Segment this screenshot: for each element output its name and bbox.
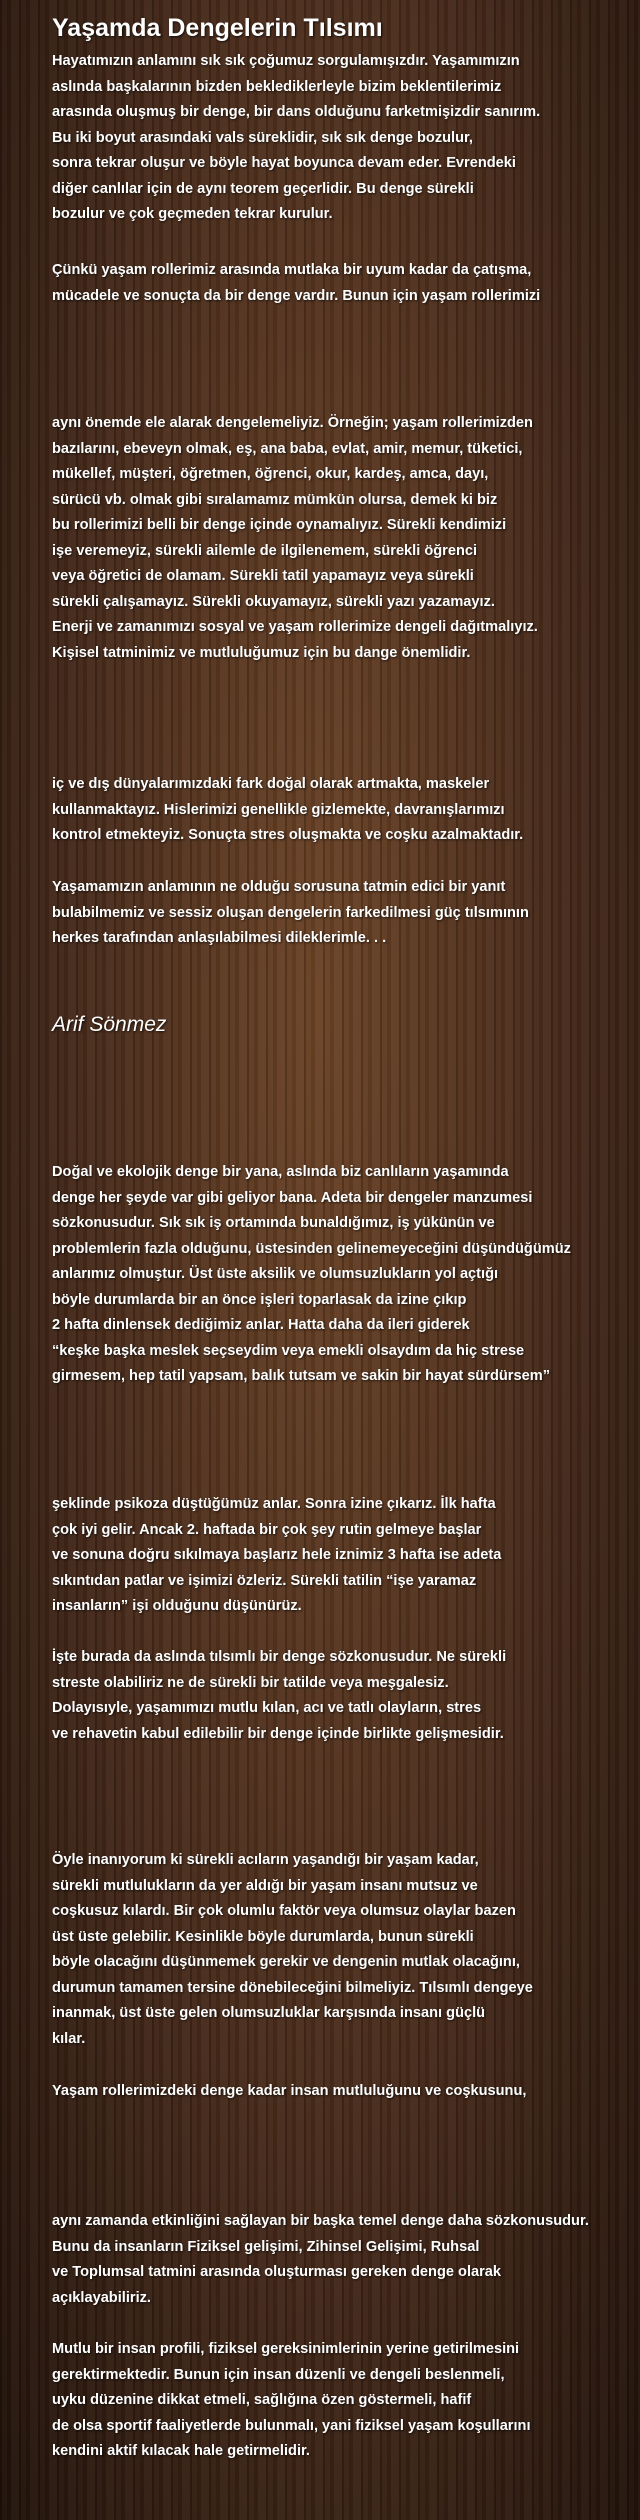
text-line: çok iyi gelir. Ancak 2. haftada bir çok şey rutin gelmeye başlar [52,1521,482,1538]
text-line: Bu iki boyut arasındaki vals süreklidir, sık sık denge bozulur, [52,129,473,146]
page-title: Yaşamda Dengelerin Tılsımı [52,14,383,42]
text-line: diğer canlılar için de aynı teorem geçerlidir. Bu denge sürekli [52,180,474,197]
text-line: işe veremeyiz, sürekli ailemle de ilgilenemem, sürekli öğrenci [52,542,478,559]
text-line: şeklinde psikoza düştüğümüz anlar. Sonra izine çıkarız. İlk hafta [52,1496,496,1512]
text-line: problemlerin fazla olduğunu, üstesinden gelinemeyeceğini düşündüğümüz [52,1240,571,1257]
text-line: sonra tekrar oluşur ve böyle hayat boyunca devam eder. Evrendeki [52,155,516,171]
text-line: gerektirmektedir. Bunun için insan düzenli ve dengeli beslenmeli, [52,2366,505,2383]
text-line: aynı zamanda etkinliğini sağlayan bir başka temel denge daha sözkonusudur. [52,2213,589,2229]
text-line: veya öğretici de olamam. Sürekli tatil yapamayız veya sürekli [52,568,474,584]
text-line: Kişisel tatminimiz ve mutluluğumuz için bu dange önemlidir. [52,644,471,661]
text-line: streste olabiliriz ne de sürekli bir tatilde veya meşgalesiz. [52,1674,449,1691]
paragraph-6 [52,1160,636,1390]
text-line: “keşke başka meslek seçseydim veya emekli olsaydım da hiç strese [52,1342,525,1359]
text-line: Öyle inanıyorum ki sürekli acıların yaşandığı bir yaşam kadar, [52,1852,479,1868]
text-line: Yaşam rollerimizdeki denge kadar insan mutluluğunu ve coşkusunu, [52,2083,527,2099]
text-line: sürücü vb. olmak gibi sıralamamız mümkün olursa, demek ki biz [52,491,498,508]
text-line: böyle durumlarda bir an önce işleri toparlasak da izine çıkıp [52,1291,467,1308]
text-line: 2 hafta dinlensek dediğimiz anlar. Hatta daha da ileri giderek [52,1317,470,1333]
text-line: sürekli mutlulukların da yer aldığı bir yaşam insanı mutsuz ve [52,1877,478,1894]
paragraph-8 [52,1645,636,1747]
text-line: kendini aktif kılacak hale getirmelidir. [52,2443,310,2459]
text-line: aynı önemde ele alarak dengelemeliyiz. Örneğin; yaşam rollerimizden [52,415,533,431]
text-line: durumun tamamen tersine dönebileceğini bilmeliyiz. Tılsımlı dengeye [52,1979,533,1996]
text-line: sözkonusudur. Sık sık iş ortamında bunaldığımız, iş yükünün ve [52,1215,495,1231]
text-line: Yaşamamızın anlamının ne olduğu sorusuna tatmin edici bir yanıt [52,879,506,895]
text-line: arasında oluşmuş bir denge, bir dans olduğunu farketmişizdir sanırım. [52,104,541,120]
text-line: mücadele ve sonuçta da bir denge vardır. Bunun için yaşam rollerimizi [52,287,541,304]
text-line: Bunu da insanların Fiziksel gelişimi, Zihinsel Gelişimi, Ruhsal [52,2238,480,2255]
text-line: mükellef, müşteri, öğretmen, öğrenci, okur, kardeş, amca, dayı, [52,466,489,482]
text-line: insanların” işi olduğunu düşünürüz. [52,1598,302,1614]
paragraph-7 [52,1492,636,1620]
paragraph-3 [52,411,636,666]
paragraph-2 [52,258,636,309]
text-line: inanmak, üst üste gelen olumsuzluklar karşısında insanı güçlü [52,2005,486,2021]
text-line: kullanmaktayız. Hislerimizi genellikle gizlemekte, davranışlarımızı [52,801,505,818]
text-line: Mutlu bir insan profili, fiziksel gereksinimlerinin yerine getirilmesini [52,2341,520,2357]
text-line: iç ve dış dünyalarımızdaki fark doğal olarak artmakta, maskeler [52,776,490,792]
text-line: üst üste gelebilir. Kesinlikle böyle durumlarda, bunun sürekli [52,1928,474,1945]
text-line: sürekli çalışamayız. Sürekli okuyamayız, sürekli yazı yazamayız. [52,593,495,610]
text-line: Hayatımızın anlamını sık sık çoğumuz sorgulamışızdır. Yaşamımızın [52,53,520,69]
text-line: ve rehavetin kabul edilebilir bir denge içinde birlikte gelişmesidir. [52,1725,504,1742]
text-line: kontrol etmekteyiz. Sonuçta stres oluşmakta ve coşku azalmaktadır. [52,827,524,843]
paragraph-1 [52,49,636,228]
text-line: ve Toplumsal tatmini arasında oluşturması gereken denge olarak [52,2264,502,2280]
text-line: Doğal ve ekolojik denge bir yana, aslında biz canlıların yaşamında [52,1164,509,1180]
author-signature: Arif Sönmez [52,1013,167,1036]
text-line: İşte burada da aslında tılsımlı bir denge sözkonusudur. Ne sürekli [52,1649,507,1665]
text-line: denge her şeyde var gibi geliyor bana. Adeta bir dengeler manzumesi [52,1189,533,1206]
text-line: kılar. [52,2030,86,2047]
paragraph-11 [52,2209,636,2311]
text-line: uyku düzenine dikkat etmeli, sağlığına özen göstermeli, hafif [52,2392,472,2408]
text-line: girmesem, hep tatil yapsam, balık tutsam ve sakin bir hayat sürdürsem” [52,1368,550,1384]
text-line: açıklayabiliriz. [52,2289,151,2306]
text-line: böyle olacağını düşünmemek gerekir ve dengenin mutlak olacağını, [52,1954,520,1970]
text-line: coşkusuz kılardı. Bir çok olumlu faktör veya olumsuz olaylar bazen [52,1903,516,1919]
text-line: herkes tarafından anlaşılabilmesi dileklerimle. . . [52,930,387,946]
text-line: ve sonuna doğru sıkılmaya başlarız hele iznimiz 3 hafta ise adeta [52,1547,502,1563]
text-line: aslında başkalarının bizden beklediklerleyle bizim beklentilerimiz [52,78,502,95]
text-line: de olsa sportif faaliyetlerde bulunmalı, yani fiziksel yaşam koşullarını [52,2417,531,2434]
text-line: sıkıntıdan patlar ve işimizi özleriz. Sürekli tatilin “işe yaramaz [52,1572,477,1589]
text-line: Dolayısıyle, yaşamımızı mutlu kılan, acı ve tatlı olayların, stres [52,1700,482,1716]
text-line: bazılarını, ebeveyn olmak, eş, ana baba, evlat, amir, memur, tüketici, [52,440,523,457]
text-line: Çünkü yaşam rollerimiz arasında mutlaka bir uyum kadar da çatışma, [52,262,532,278]
text-line: bu rollerimizi belli bir denge içinde oynamalıyız. Sürekli kendimizi [52,517,507,533]
paragraph-10 [52,2079,636,2105]
paragraph-9 [52,1848,636,2052]
paragraph-4 [52,772,636,849]
paragraph-5 [52,875,636,952]
text-line: bulabilmemiz ve sessiz oluşan dengelerin farkedilmesi güç tılsımının [52,904,529,921]
text-line: anlarımız olmuştur. Üst üste aksilik ve olumsuzlukların yol açtığı [52,1266,499,1282]
text-line: bozulur ve çok geçmeden tekrar kurulur. [52,206,333,222]
text-line: Enerji ve zamanımızı sosyal ve yaşam rollerimize dengeli dağıtmalıyız. [52,619,538,635]
paragraph-12 [52,2337,636,2465]
